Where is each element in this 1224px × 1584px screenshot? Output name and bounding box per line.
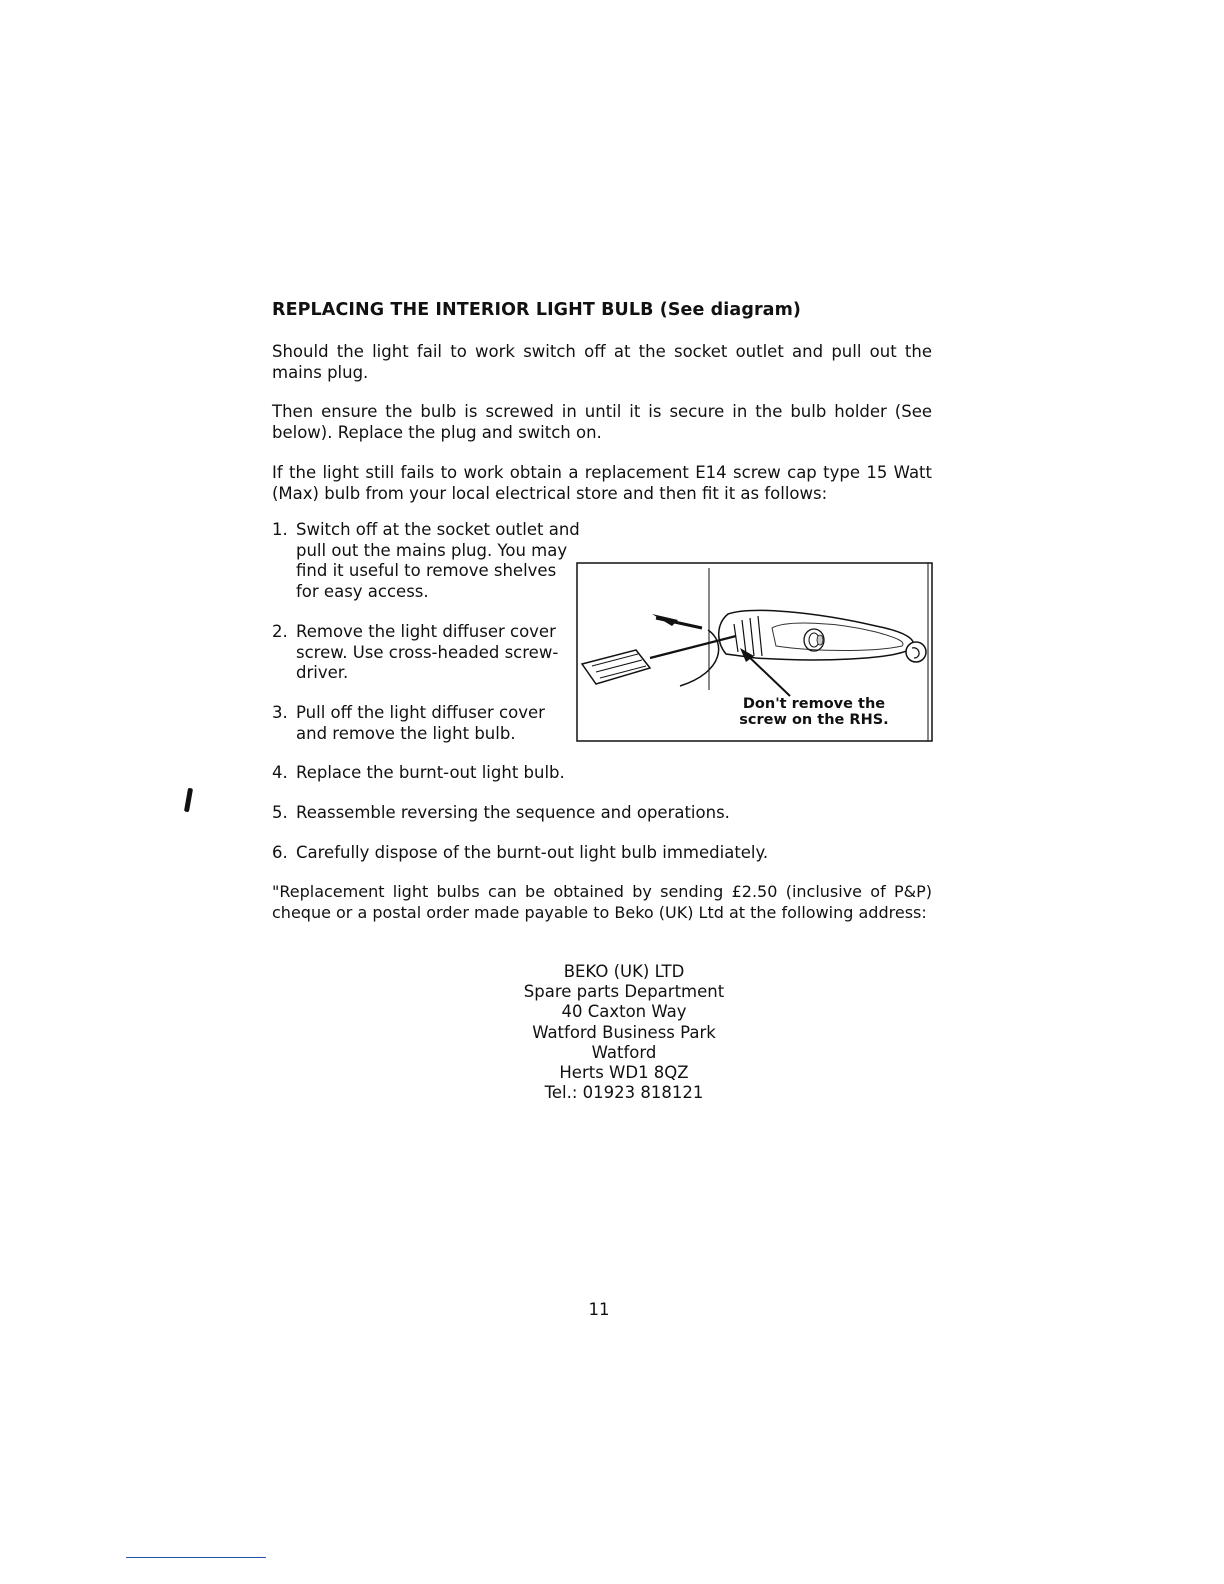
step-number: 1. bbox=[272, 520, 288, 539]
check-bulb-paragraph: Then ensure the bulb is screwed in until it is secure in the bulb holder (See below). Replace the plug and switch on. bbox=[272, 402, 932, 442]
rhs-screw bbox=[906, 642, 926, 662]
step-6 bbox=[272, 843, 768, 864]
step-text: Carefully dispose of the burnt-out light bulb immediately. bbox=[296, 843, 769, 862]
replacement-bulb-paragraph: If the light still fails to work obtain a replacement E14 screw cap type 15 Watt (Max) bulb from your local electrical store and then fit it as follows: bbox=[272, 463, 932, 503]
step-line: and remove the light bulb. bbox=[296, 723, 516, 743]
address-county-postcode: Herts WD1 8QZ bbox=[559, 1063, 689, 1083]
address-block bbox=[474, 962, 774, 1103]
step-text: Reassemble reversing the sequence and operations. bbox=[296, 803, 730, 822]
step-line: find it useful to remove shelves bbox=[296, 561, 557, 580]
diffuser-cover bbox=[719, 610, 914, 659]
section-heading: REPLACING THE INTERIOR LIGHT BULB (See diagram) bbox=[272, 300, 802, 320]
step-2 bbox=[272, 622, 558, 684]
address-street: 40 Caxton Way bbox=[561, 1002, 687, 1022]
address-estate: Watford Business Park bbox=[532, 1022, 716, 1042]
step-number: 3. bbox=[272, 703, 288, 722]
step-number: 6. bbox=[272, 843, 288, 862]
step-text bbox=[296, 520, 580, 602]
step-5 bbox=[272, 803, 730, 824]
step-4 bbox=[272, 763, 565, 784]
step-text bbox=[296, 703, 545, 744]
step-line: for easy access. bbox=[296, 581, 429, 601]
step-line: Remove the light diffuser cover bbox=[296, 622, 556, 641]
step-number: 4. bbox=[272, 763, 288, 782]
step-line: pull out the mains plug. You may bbox=[296, 540, 568, 560]
diagram-caption-line-2: screw on the RHS. bbox=[739, 712, 889, 728]
step-line: driver. bbox=[296, 663, 349, 682]
step-1 bbox=[272, 520, 580, 602]
diagram-caption-line-1: Don't remove the bbox=[742, 696, 886, 712]
step-3 bbox=[272, 703, 545, 744]
address-town: Watford bbox=[591, 1042, 657, 1062]
step-text bbox=[296, 622, 558, 684]
step-number: 2. bbox=[272, 622, 288, 641]
replacement-note: "Replacement light bulbs can be obtained by sending £2.50 (inclusive of P&P) cheque or a postal order made payable to Beko (UK) Ltd at the following address: bbox=[272, 882, 932, 922]
page-number: 11 bbox=[588, 1300, 610, 1319]
diagram-drawing bbox=[576, 562, 934, 742]
screwdriver bbox=[582, 636, 736, 684]
bulb-replacement-diagram bbox=[576, 562, 934, 742]
margin-mark bbox=[184, 788, 193, 813]
intro-paragraph: Should the light fail to work switch off at the socket outlet and pull out the mains plug. bbox=[272, 342, 932, 382]
step-line: Pull off the light diffuser cover bbox=[296, 703, 545, 722]
address-department: Spare parts Department bbox=[523, 982, 725, 1002]
step-line: Switch off at the socket outlet and bbox=[296, 520, 580, 539]
address-company: BEKO (UK) LTD bbox=[563, 962, 685, 981]
bottom-rule bbox=[126, 1557, 266, 1558]
address-telephone: Tel.: 01923 818121 bbox=[544, 1083, 704, 1103]
step-text: Replace the burnt-out light bulb. bbox=[296, 763, 565, 782]
step-line: screw. Use cross-headed screw- bbox=[296, 642, 559, 662]
step-number: 5. bbox=[272, 803, 288, 822]
